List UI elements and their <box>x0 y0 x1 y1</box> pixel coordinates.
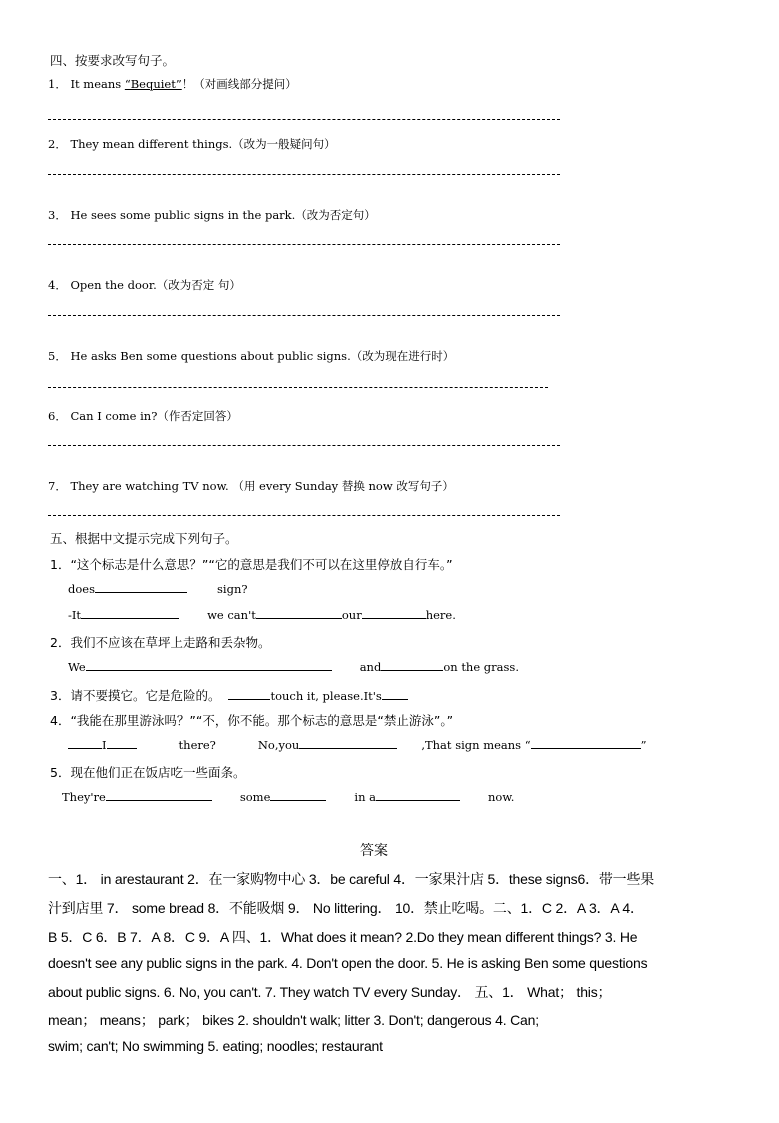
question-text: It means <box>70 77 125 91</box>
question-5-5-line: They're some in a now. <box>62 790 515 804</box>
question-number: 6． <box>48 409 67 423</box>
question-5-4-line: I there? No,you ,That sign means “ ” <box>68 738 647 752</box>
question-text: Open the door.（改为否定 句） <box>70 278 241 292</box>
question-text: He sees some public signs in the park.（改为否定句） <box>70 208 376 222</box>
answer-line-1: 一、1． in arestaurant 2．在一家购物中心 3．be careful 4．一家果汁店 5．these signs6．带一些果 <box>48 871 655 887</box>
answer-line <box>48 445 560 446</box>
question-4-3 <box>48 207 376 223</box>
section-heading-5: 五、根据中文提示完成下列句子。 <box>50 531 238 546</box>
question-4-7 <box>48 478 454 494</box>
question-5-1: 1．“这个标志是什么意思？”“它的意思是我们不可以在这里停放自行车。” <box>50 557 453 572</box>
answer-line-7: swim; can't; No swimming 5. eating; noodles; restaurant <box>48 1038 383 1054</box>
section-heading-4: 四、按要求改写句子。 <box>50 53 176 68</box>
answer-line-6: mean； means； park； bikes 2. shouldn't walk; litter 3. Don't; dangerous 4. Can; <box>48 1012 539 1028</box>
answer-line-3: B 5．C 6．B 7．A 8．C 9．A 四、1．What does it mean? 2.Do they mean different things? 3. He <box>48 929 638 945</box>
question-5-1-line-a: does sign? <box>68 582 248 596</box>
question-5-5: 5．现在他们正在饭店吃一些面条。 <box>50 765 246 780</box>
question-text: They are watching TV now. （用 every Sunday 替换 now 改写句子） <box>70 479 454 493</box>
answer-line-2: 汁到店里 7． some bread 8．不能吸烟 9． No littering． 10．禁止吃喝。二、1．C 2．A 3．A 4． <box>48 900 644 916</box>
question-number: 4． <box>48 278 67 292</box>
question-5-4: 4．“我能在那里游泳吗？”“不，你不能。那个标志的意思是“禁止游泳”。” <box>50 713 454 728</box>
question-5-2: 2．我们不应该在草坪上走路和丢杂物。 <box>50 635 271 650</box>
question-5-2-line: We and on the grass. <box>68 660 519 674</box>
question-number: 3． <box>48 208 67 222</box>
question-number: 5． <box>48 349 67 363</box>
underlined-part: “Bequiet” <box>124 77 182 91</box>
answer-line <box>48 515 560 516</box>
answer-line-5: about public signs. 6. No, you can't. 7. They watch TV every Sunday． 五、1． What； this； <box>48 984 612 1000</box>
answer-line-4: doesn't see any public signs in the park. 4. Don't open the door. 5. He is asking Ben some questions <box>48 955 648 971</box>
question-text: Can I come in?（作否定回答） <box>70 409 238 423</box>
answer-line <box>48 119 560 120</box>
question-5-3: 3．请不要摸它。它是危险的。 touch it, please.It's <box>50 685 408 704</box>
answer-line <box>48 174 560 175</box>
question-5-1-line-b: -It we can't our here. <box>68 608 456 622</box>
question-text: They mean different things.（改为一般疑问句） <box>70 137 336 151</box>
question-number: 2． <box>48 137 67 151</box>
question-4-1 <box>48 76 297 92</box>
answer-line <box>48 315 560 316</box>
question-instruction: ！（对画线部分提问） <box>181 77 297 91</box>
question-4-2 <box>48 136 336 152</box>
answer-line <box>48 244 560 245</box>
answer-line <box>48 387 548 388</box>
question-number: 7． <box>48 479 67 493</box>
question-text: He asks Ben some questions about public signs.（改为现在进行时） <box>70 349 455 363</box>
question-4-6 <box>48 408 238 424</box>
question-4-5 <box>48 348 454 364</box>
answers-title: 答案 <box>360 843 388 859</box>
question-4-4 <box>48 277 241 293</box>
question-number: 1． <box>48 77 67 91</box>
